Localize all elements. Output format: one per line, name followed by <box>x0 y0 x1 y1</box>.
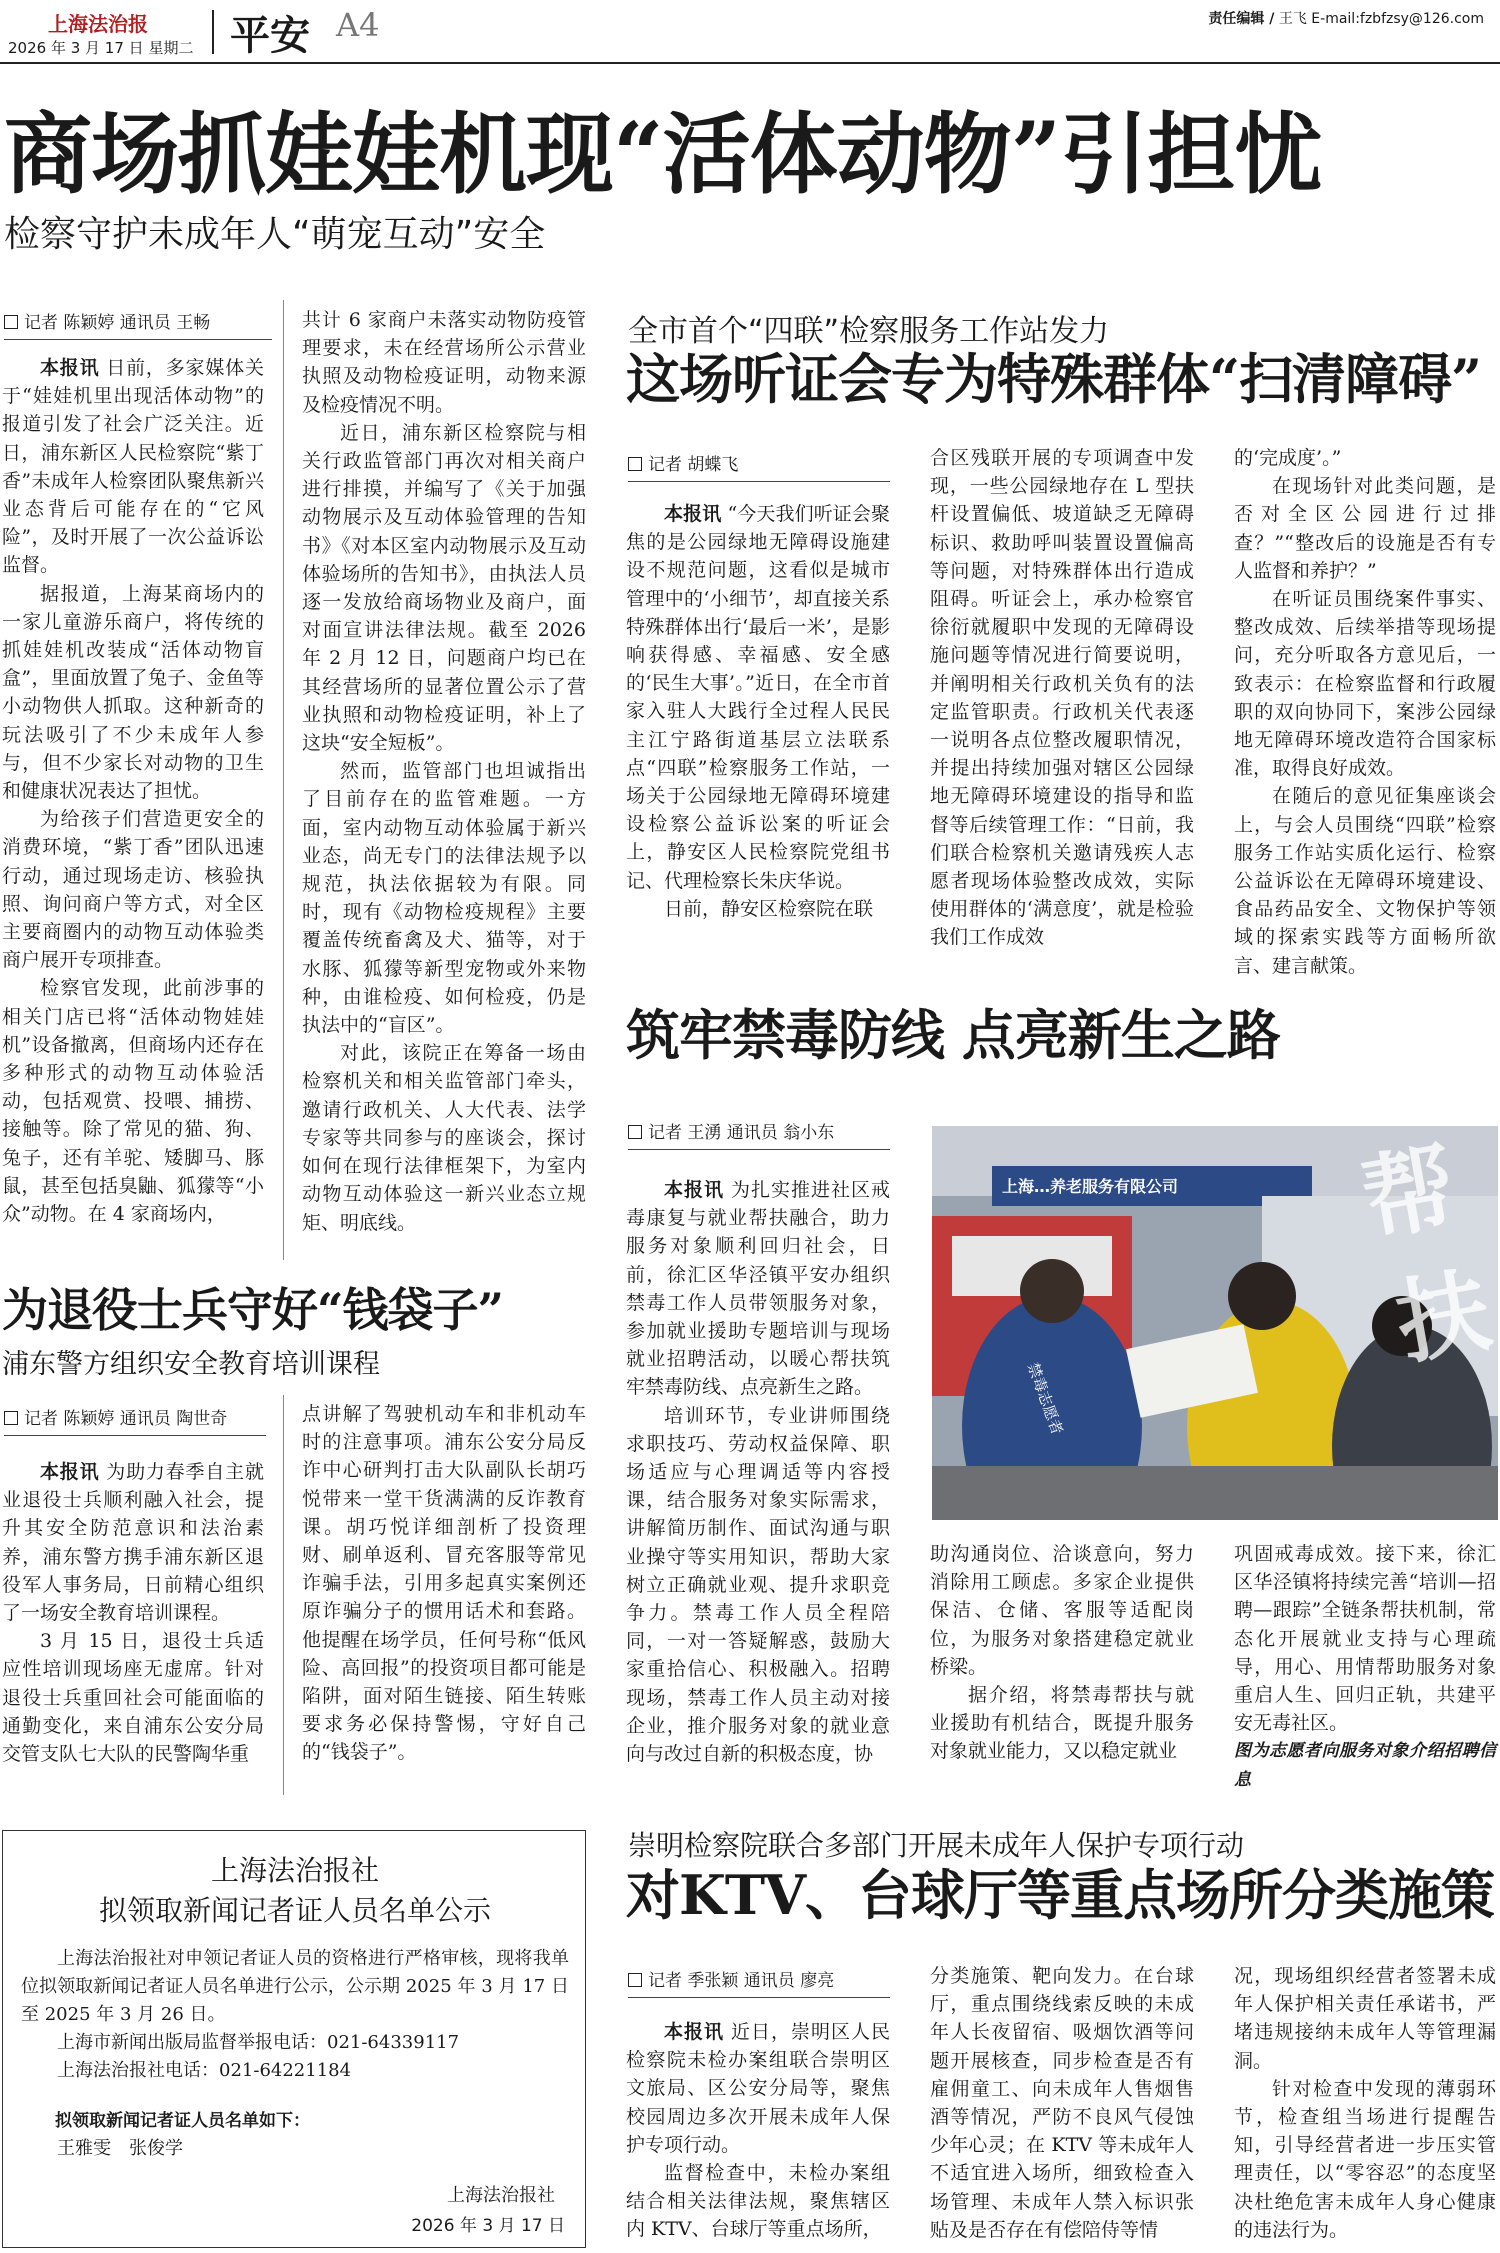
story4-column-2 <box>930 1540 1194 1766</box>
lead-tag: 本报讯 <box>40 357 100 379</box>
story2-column-2 <box>930 444 1194 952</box>
notice-title: 拟领取新闻记者证人员名单公示 <box>98 1894 491 1927</box>
editor-label: 责任编辑 / <box>1208 11 1275 27</box>
paragraph: “今天我们听证会聚焦的是公园绿地无障碍设施建设不规范问题，这看似是城市管理中的‘小细节’，却直接关系特殊群体出行‘最后一米’，是影响获得感、幸福感、安全感的‘民生大事’。”近日，在全市首家入驻人大践行全过程人民民主江宁路街道基层立法联系点“四联”检察服务工作站，一场关于公园绿地无障碍环境建设检察公益诉讼案的听证会上，静安区人民检察院党组书记、代理检察长朱庆华说。 <box>626 503 890 892</box>
byline-text: 记者 陈颖婷 通讯员 陶世奇 <box>24 1409 228 1429</box>
story3-headline: 为退役士兵守好“钱袋子” <box>2 1283 503 1337</box>
byline-text: 记者 陈颖婷 通讯员 王畅 <box>24 313 211 333</box>
notice-sign-date: 2026 年 3 月 17 日 <box>411 2216 565 2236</box>
paragraph: 为助力春季自主就业退役士兵顺利融入社会，提升其安全防范意识和法治素养，浦东警方携手浦东新区退役军人事务局，日前精心组织了一场安全教育培训课程。 <box>2 1461 264 1625</box>
story5-column-1 <box>626 2018 890 2244</box>
story3-column-1 <box>2 1458 264 1768</box>
story5-headline: 对KTV、台球厅等重点场所分类施策 <box>626 1863 1495 1927</box>
photo-overlay-word-2: 扶 <box>1388 1255 1498 1379</box>
newspaper-logo: 上海法治报 <box>48 12 148 36</box>
story3-subhead: 浦东警方组织安全教育培训课程 <box>2 1349 380 1380</box>
notice-body <box>21 1945 569 2163</box>
byline-box-icon <box>628 457 642 471</box>
paragraph: 合区残联开展的专项调查中发现，一些公园绿地存在 L 型扶杆设置偏低、坡道缺乏无障碍标识、救助呼叫装置设置偏高等问题，对特殊群体出行造成阻碍。听证会上，承办检察官徐衍就履职中发现的无障碍设施问题等情况进行简要说明，并阐明相关行政机关负有的法定监管职责。行政机关代表逐一说明各点位整改履职情况，并提出持续加强对辖区公园绿地无障碍环境建设的指导和监督等后续管理工作：“日前，我们联合检察机关邀请残疾人志愿者现场体验整改成效，实际使用群体的‘满意度’，就是检验我们工作成效 <box>930 447 1194 949</box>
paragraph: 针对检查中发现的薄弱环节，检查组当场进行提醒告知，引导经营者进一步压实管理责任，以“零容忍”的态度坚决杜绝危害未成年人身心健康的违法行为。 <box>1234 2077 1496 2241</box>
paragraph: 在随后的意见征集座谈会上，与会人员围绕“四联”检察服务工作站实质化运行、检察公益诉讼在无障碍环境建设、食品药品安全、文物保护等领域的探索实践等方面畅所欲言、建言献策。 <box>1234 785 1496 977</box>
story4-photo <box>932 1126 1498 1520</box>
paragraph: 日前，多家媒体关于“娃娃机里出现活体动物”的报道引发了社会广泛关注。近日，浦东新区人民检察院“紫丁香”未成年人检察团队聚焦新兴业态背后可能存在的“它风险”，及时开展了一次公益诉讼监督。 <box>2 357 264 577</box>
editor-info <box>1208 8 1484 28</box>
paragraph: 点讲解了驾驶机动车和非机动车时的注意事项。浦东公安分局反诈中心研判打击大队副队长胡巧悦带来一堂干货满满的反诈教育课。胡巧悦详细剖析了投资理财、刷单返利、冒充客服等常见诈骗手法，引用多起真实案例还原诈骗分子的惯用话术和套路。他提醒在场学员，任何号称“低风险、高回报”的投资项目都可能是陷阱，面对陌生链接、陌生转账要求务必保持警惕，守好自己的“钱袋子”。 <box>302 1403 586 1764</box>
paragraph: 为扎实推进社区戒毒康复与就业帮扶融合，助力服务对象顺利回归社会，日前，徐汇区华泾镇平安办组织禁毒工作人员带领服务对象，参加就业援助专题培训与现场就业招聘活动，以暖心帮扶筑牢禁毒防线、点亮新生之路。 <box>626 1179 890 1399</box>
story4-headline: 筑牢禁毒防线 点亮新生之路 <box>626 1003 1280 1067</box>
byline-text: 记者 王湧 通讯员 翁小东 <box>648 1123 835 1143</box>
paragraph: 培训环节，专业讲师围绕求职技巧、劳动权益保障、职场适应与心理调适等内容授课，结合服务对象实际需求，讲解简历制作、面试沟通与职业操守等实用知识，帮助大家树立正确就业观、提升求职竞争力。禁毒工作人员全程陪同，一对一答疑解惑，鼓励大家重拾信心、积极融入。招聘现场，禁毒工作人员主动对接企业，推介服务对象的就业意向与改过自新的积极态度，协 <box>626 1404 890 1766</box>
paragraph: 据介绍，将禁毒帮扶与就业援助有机结合，既提升服务对象就业能力，又以稳定就业 <box>930 1684 1194 1763</box>
column-rule <box>283 1395 284 1795</box>
story5-byline <box>628 1966 890 1998</box>
paragraph: 分类施策、靶向发力。在台球厅，重点围绕线索反映的未成年人长夜留宿、吸烟饮酒等问题开展核查，同步检查是否有雇佣童工、向未成年人售烟售酒等情况，严防不良风气侵蚀少年心灵；在 KTV 等未成年人不适宜进入场所，细致检查入场管理、未成年人禁入标识张贴及是否存在有偿陪侍等情 <box>930 1965 1194 2241</box>
notice-list-label: 拟领取新闻记者证人员名单如下： <box>55 2111 310 2131</box>
story3-column-2 <box>302 1400 586 1767</box>
story1-column-1 <box>2 354 264 1228</box>
paragraph: 近日，崇明区人民检察院未检办案组联合崇明区文旅局、区公安分局等，聚焦校园周边多次开展未成年人保护专项行动。 <box>626 2021 890 2156</box>
notice-sign-org: 上海法治报社 <box>447 2185 555 2206</box>
byline-box-icon <box>628 1973 642 1987</box>
story4-byline <box>628 1118 890 1150</box>
notice-box <box>2 1830 586 2248</box>
editor-email: E-mail:fzbfzsy@126.com <box>1311 11 1484 27</box>
notice-body-text: 上海法治报社对申领记者证人员的资格进行严格审核，现将我单位拟领取新闻记者证人员名单进行公示，公示期 2025 年 3 月 17 日至 2025 年 3 月 26 日。 <box>21 1948 569 2025</box>
paragraph: 在现场针对此类问题，是否对全区公园进行过排查？”“整改后的设施是否有专人监督和养护？” <box>1234 475 1496 582</box>
story1-headline: 商场抓娃娃机现“活体动物”引担忧 <box>4 102 1322 206</box>
paragraph: 日前，静安区检察院在联 <box>664 897 874 920</box>
issue-date <box>8 37 193 58</box>
paragraph: 况，现场组织经营者签署未成年人保护相关责任承诺书，严堵违规接纳未成年人等管理漏洞。 <box>1234 1965 1496 2072</box>
masthead-rule <box>0 62 1500 64</box>
story2-byline <box>628 450 890 482</box>
story2-column-1 <box>626 500 890 923</box>
column-rule <box>283 300 284 1260</box>
story5-kicker: 崇明检察院联合多部门开展未成年人保护专项行动 <box>628 1829 1245 1862</box>
story1-byline <box>4 308 272 340</box>
paragraph: 巩固戒毒成效。接下来，徐汇区华泾镇将持续完善“培训—招聘—跟踪”全链条帮扶机制，常态化开展就业支持与心理疏导，用心、用情帮助服务对象重启人生、回归正轨，共建平安无毒社区。 <box>1234 1543 1496 1735</box>
paragraph: 监督检查中，未检办案组结合相关法律法规，聚焦辖区内 KTV、台球厅等重点场所， <box>626 2162 890 2241</box>
byline-text: 记者 胡蝶飞 <box>648 455 739 475</box>
paragraph: 共计 6 家商户未落实动物防疫管理要求，未在经营场所公示营业执照及动物检疫证明，动物来源及检疫情况不明。 <box>302 309 586 416</box>
paragraph: 检察官发现，此前涉事的相关门店已将“活体动物娃娃机”设备撤离，但商场内还存在多种形式的动物互动体验活动，包括观赏、投喂、捕捞、接触等。除了常见的猫、狗、兔子，还有羊驼、矮脚马、豚鼠，甚至包括臭鼬、狐獴等“小众”动物。在 4 家商场内， <box>2 977 264 1226</box>
byline-box-icon <box>4 1411 18 1425</box>
notice-org: 上海法治报社 <box>210 1854 379 1887</box>
story4-column-3 <box>1234 1540 1496 1794</box>
story2-kicker: 全市首个“四联”检察服务工作站发力 <box>628 314 1110 349</box>
story4-column-1 <box>626 1176 890 1768</box>
story1-column-2 <box>302 306 586 1237</box>
photo-overlay-word-1: 帮 <box>1354 1131 1464 1255</box>
paragraph: 的‘完成度’。” <box>1234 447 1342 469</box>
notice-phone-1: 上海市新闻出版局监督举报电话：021-64339117 <box>57 2032 460 2053</box>
paragraph: 近日，浦东新区检察院与相关行政监管部门再次对相关商户进行排摸，并编写了《关于加强动物展示及互动体验管理的告知书》《对本区室内动物展示及互动体验场所的告知书》，由执法人员逐一发放给商场物业及商户，面对面宣讲法律法规。截至 2026 年 2 月 12 日，问题商户均已在其经营场所的显著位置公示了营业执照和动物检疫证明，补上了这块“安全短板”。 <box>302 421 586 755</box>
section-name: 平安 <box>230 12 310 59</box>
masthead <box>0 0 1500 62</box>
story5-column-3 <box>1234 1962 1496 2244</box>
story2-headline: 这场听证会专为特殊群体“扫清障碍” <box>626 347 1482 411</box>
paragraph: 3 月 15 日，退役士兵适应性培训现场座无虚席。针对退役士兵重回社会可能面临的通勤变化，来自浦东公安分局交管支队七大队的民警陶华重 <box>2 1630 264 1766</box>
photo-vest-text: 禁毒志愿者 <box>1023 1360 1067 1437</box>
notice-names: 王雅雯 张俊学 <box>57 2138 183 2159</box>
paragraph: 对此，该院正在筹备一场由检察机关和相关监管部门牵头，邀请行政机关、人大代表、法学专家等共同参与的座谈会，探讨如何在现行法律框架下，为室内动物互动体验这一新兴业态立规矩、明底线。 <box>302 1042 586 1234</box>
paragraph: 为给孩子们营造更安全的消费环境，“紫丁香”团队迅速行动，通过现场走访、核验执照、询问商户等方式，对全区主要商圈内的动物互动体验类商户展开专项排查。 <box>2 808 264 972</box>
weekday-text: 星期二 <box>148 39 194 57</box>
lead-tag: 本报讯 <box>664 503 722 525</box>
paragraph: 据报道，上海某商场内的一家儿童游乐商户，将传统的抓娃娃机改装成“活体动物盲盒”，里面放置了兔子、金鱼等小动物供人抓取。这种新奇的玩法吸引了不少未成年人参与，但不少家长对动物的卫生和健康状况表达了担忧。 <box>2 582 264 803</box>
byline-box-icon <box>4 315 18 329</box>
paragraph: 在听证员围绕案件事实、整改成效、后续举措等现场提问，充分听取各方意见后，一致表示：在检察监督和行政履职的双向协同下，案涉公园绿地无障碍环境改造符合国家标准，取得良好成效。 <box>1234 588 1496 780</box>
date-text: 2026 年 3 月 17 日 <box>8 39 144 57</box>
lead-tag: 本报讯 <box>40 1461 100 1483</box>
editor-name: 王飞 <box>1278 11 1307 27</box>
story1-subhead: 检察守护未成年人“萌宠互动”安全 <box>4 214 546 255</box>
paragraph: 助沟通岗位、洽谈意向，努力消除用工顾虑。多家企业提供保洁、仓储、客服等适配岗位，为服务对象搭建稳定就业桥梁。 <box>930 1543 1194 1678</box>
byline-text: 记者 季张颖 通讯员 廖亮 <box>648 1971 835 1991</box>
lead-tag: 本报讯 <box>664 2021 724 2043</box>
notice-phone-2: 上海法治报社电话：021-64221184 <box>57 2060 352 2081</box>
lead-tag: 本报讯 <box>664 1179 724 1201</box>
photo-banner-text: 上海…养老服务有限公司 <box>1002 1177 1179 1196</box>
page-number: A4 <box>336 6 380 44</box>
photo-caption: 图为志愿者向服务对象介绍招聘信息 <box>1234 1741 1496 1790</box>
story5-column-2 <box>930 1962 1194 2244</box>
paragraph: 然而，监管部门也坦诚指出了目前存在的监管难题。一方面，室内动物互动体验属于新兴业态，尚无专门的法律法规予以规范，执法依据较为有限。同时，现有《动物检疫规程》主要覆盖传统畜禽及犬、猫等，对于水豚、狐獴等新型宠物或外来物种，由谁检疫、如何检疫，仍是执法中的“盲区”。 <box>302 760 586 1037</box>
byline-box-icon <box>628 1125 642 1139</box>
story2-column-3 <box>1234 444 1496 980</box>
masthead-divider <box>212 10 214 54</box>
story3-byline <box>4 1404 266 1436</box>
